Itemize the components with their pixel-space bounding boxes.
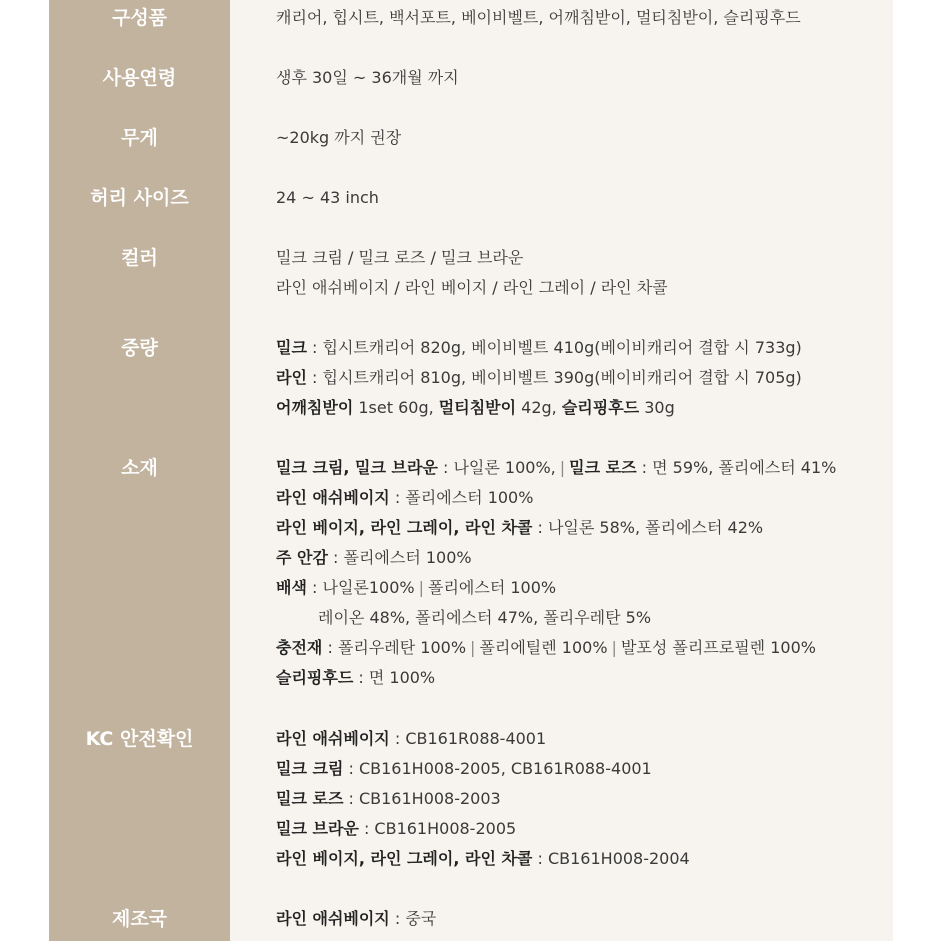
mass-line-milk [276,333,802,363]
kc-2-text: : CB161H008-2005, CB161R088-4001 [343,759,652,778]
kc-3-text: : CB161H008-2003 [343,789,501,808]
kc-2-label: 밀크 크림 [276,759,344,778]
origin-1-text: : 중국 [389,909,437,928]
material-8-label: 슬리핑후드 [276,668,354,687]
origin-1-label: 라인 애쉬베이지 [276,909,390,928]
mass-line-line [276,363,802,393]
material-7-separator-1: | [470,638,476,657]
material-7-text-1: : 폴리우레탄 100% [322,638,467,657]
material-7-text-3: 발포성 폴리프로필렌 100% [620,638,816,657]
kc-1-label: 라인 애쉬베이지 [276,729,390,748]
kc-5-label: 라인 베이지, 라인 그레이, 라인 차콜 [276,849,533,868]
value-age: 생후 30일 ~ 36개월 까지 [276,68,459,87]
mass-milk-label: 밀크 [276,338,307,357]
kc-line-5 [276,844,690,874]
kc-line-3 [276,784,501,814]
material-2-text: : 폴리에스터 100% [389,488,534,507]
material-8-text: : 면 100% [353,668,436,687]
material-3-label: 라인 베이지, 라인 그레이, 라인 차콜 [276,518,533,537]
kc-3-label: 밀크 로즈 [276,789,344,808]
material-4-text: : 폴리에스터 100% [327,548,472,567]
mass-acc-text-3: 30g [639,398,675,417]
material-line-7 [276,633,816,663]
mass-acc-label-1: 어깨침받이 [276,398,354,417]
mass-acc-label-2: 멀티침받이 [438,398,517,417]
kc-line-1 [276,724,546,754]
label-weight: 무게 [121,127,158,149]
label-components: 구성품 [111,7,168,29]
material-1-text-2: : 면 59%, 폴리에스터 41% [636,458,837,477]
kc-1-text: : CB161R088-4001 [389,729,547,748]
value-waist: 24 ~ 43 inch [276,188,379,207]
material-5-text-2: 폴리에스터 100% [428,578,557,597]
mass-line-text: : 힙시트캐리어 810g, 베이비벨트 390g(베이비캐리어 결합 시 705g) [306,368,802,387]
material-2-label: 라인 애쉬베이지 [276,488,390,507]
material-line-8 [276,663,435,693]
material-7-separator-2: | [611,638,617,657]
label-color: 컬러 [121,247,158,269]
label-waist: 허리 사이즈 [90,187,189,209]
material-line-2 [276,483,533,513]
material-5-label: 배색 [276,578,307,597]
mass-milk-text: : 힙시트캐리어 820g, 베이비벨트 410g(베이비캐리어 결합 시 733g) [306,338,802,357]
material-1-separator: | [559,458,566,477]
material-1-text-1: : 나일론 100%, [437,458,556,477]
material-line-5 [276,573,556,603]
label-mass: 중량 [121,337,158,359]
kc-line-2 [276,754,652,784]
material-5-text-1: : 나일론100% [306,578,415,597]
kc-5-text: : CB161H008-2004 [532,849,690,868]
kc-4-label: 밀크 브라운 [276,819,359,838]
label-age: 사용연령 [102,67,177,89]
mass-acc-text-2: 42g, [516,398,562,417]
material-5-separator: | [418,578,424,597]
material-7-text-2: 폴리에틸렌 100% [479,638,608,657]
material-line-4 [276,543,472,573]
kc-line-4 [276,814,516,844]
mass-acc-label-3: 슬리핑후드 [561,398,640,417]
material-line-1 [276,453,836,483]
mass-acc-text-1: 1set 60g, [353,398,439,417]
material-1-label-1: 밀크 크림, 밀크 브라운 [276,458,438,477]
material-4-label: 주 안감 [276,548,328,567]
material-3-text: : 나일론 58%, 폴리에스터 42% [532,518,764,537]
label-material: 소재 [121,457,158,479]
material-line-6: 레이온 48%, 폴리에스터 47%, 폴리우레탄 5% [318,608,652,627]
origin-line-1 [276,904,436,934]
material-7-label: 충전재 [276,638,323,657]
material-line-3 [276,513,763,543]
mass-line-label: 라인 [276,368,307,387]
value-color-line2: 라인 애쉬베이지 / 라인 베이지 / 라인 그레이 / 라인 차콜 [276,278,668,297]
material-1-label-2: 밀크 로즈 [569,458,637,477]
value-components: 캐리어, 힙시트, 백서포트, 베이비벨트, 어깨침받이, 멀티침받이, 슬리핑후드 [276,8,801,27]
kc-4-text: : CB161H008-2005 [358,819,517,838]
value-color-line1: 밀크 크림 / 밀크 로즈 / 밀크 브라운 [276,248,524,267]
label-kc: KC 안전확인 [85,728,194,750]
value-weight: ~20kg 까지 권장 [276,128,402,147]
label-origin: 제조국 [111,908,168,930]
mass-line-accessories [276,393,675,423]
